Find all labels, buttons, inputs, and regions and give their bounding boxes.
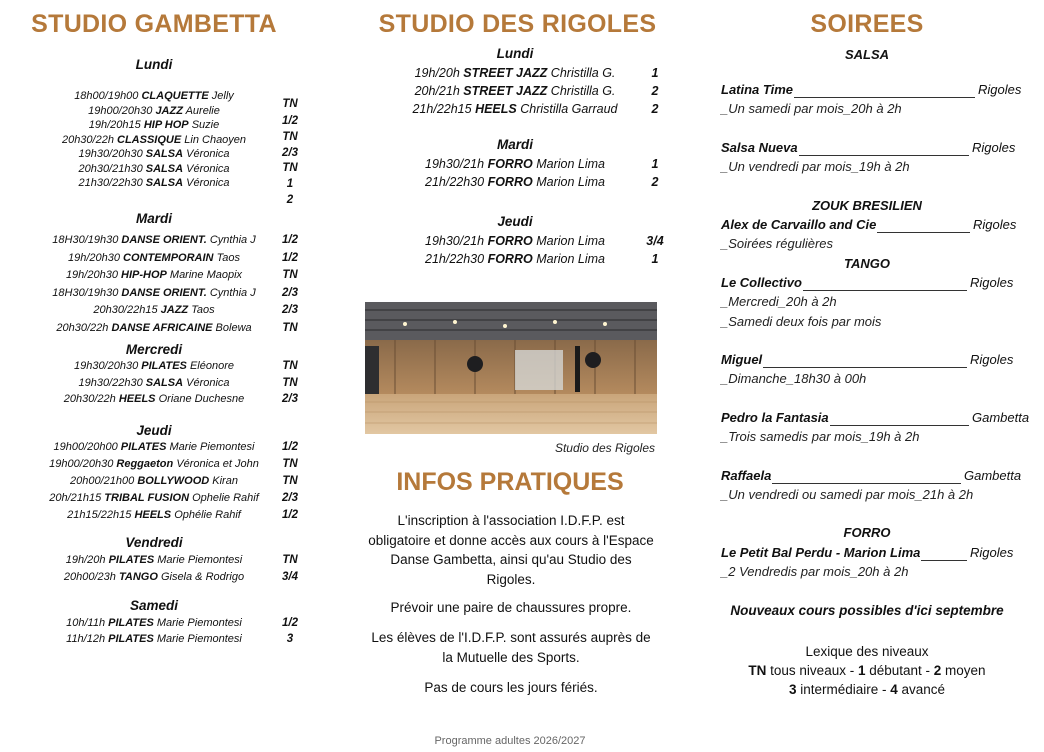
day-heading: Lundi — [496, 46, 534, 61]
rigoles-title: STUDIO DES RIGOLES — [378, 10, 657, 38]
lesson-row — [0, 322, 308, 334]
lesson-style: FORRO — [487, 175, 533, 189]
lesson-style: JAZZ — [160, 304, 189, 316]
lesson-time: 19h/20h — [65, 554, 106, 566]
infos-paragraph-chaussures: Prévoir une paire de chaussures propre. — [390, 600, 632, 615]
lesson-time: 19h/20h — [414, 66, 460, 80]
soiree-event — [690, 468, 1044, 508]
lesson-level: TN — [282, 322, 298, 334]
lesson-style: FORRO — [487, 252, 533, 266]
lesson-row — [345, 84, 685, 98]
lesson-style: STREET JAZZ — [463, 84, 548, 98]
soiree-detail: _Soirées régulières — [721, 236, 834, 251]
soiree-name: Raffaela — [721, 468, 772, 483]
lesson-level: TN — [282, 554, 298, 566]
lesson-teacher: Véronica et John — [176, 458, 259, 470]
lesson-level: 1/2 — [282, 617, 298, 629]
lesson-teacher: Véronica — [186, 148, 230, 160]
soiree-underline — [772, 483, 961, 484]
lesson-style: STREET JAZZ — [463, 66, 548, 80]
lesson-time: 21h/22h30 — [425, 175, 485, 189]
lesson-row — [0, 492, 308, 504]
lesson-time: 21h/22h30 — [425, 252, 485, 266]
lesson-row — [0, 509, 308, 521]
lesson-style: HEELS — [475, 102, 517, 116]
lesson-row — [0, 554, 308, 566]
lesson-time: 19h00/20h00 — [53, 441, 118, 453]
lesson-style: PILATES — [108, 617, 154, 629]
lesson-time: 19h/20h30 — [67, 252, 120, 264]
soiree-event — [690, 545, 1044, 585]
soiree-name: Salsa Nueva — [721, 140, 798, 155]
lesson-teacher: Aurelie — [185, 105, 220, 117]
lesson-style: PILATES — [141, 360, 187, 372]
lesson-style: SALSA — [145, 148, 184, 160]
lesson-row — [345, 234, 685, 248]
lesson-style: FORRO — [487, 234, 533, 248]
lesson-teacher: Marie Piemontesi — [169, 441, 255, 453]
lesson-style: DANSE ORIENT. — [121, 234, 207, 246]
lesson-time: 19h30/21h — [425, 234, 485, 248]
lesson-time: 20h30/22h — [63, 393, 116, 405]
forro-heading: FORRO — [843, 525, 891, 540]
lesson-row — [0, 393, 308, 405]
lesson-level: 2 — [286, 194, 294, 206]
lesson-row — [0, 617, 308, 629]
lesson-time: 20h00/23h — [63, 571, 116, 583]
lesson-style: CLASSIQUE — [117, 134, 182, 146]
lesson-style: SALSA — [145, 377, 184, 389]
soiree-location: Rigoles — [972, 140, 1016, 155]
lesson-level: TN — [282, 131, 298, 143]
lexicon-title: Lexique des niveaux — [805, 644, 929, 659]
lesson-level: 1 — [651, 252, 659, 266]
lesson-time: 11h/12h — [66, 633, 106, 645]
lesson-time: 21h30/22h30 — [78, 177, 143, 189]
lesson-level: TN — [282, 458, 298, 470]
lesson-row — [0, 269, 308, 281]
soiree-name: Le Petit Bal Perdu - Marion Lima — [721, 545, 921, 560]
soiree-event — [690, 140, 1044, 180]
lesson-row — [0, 571, 308, 583]
lesson-style: HEELS — [118, 393, 156, 405]
lesson-style: HIP-HOP — [121, 269, 167, 281]
lesson-row — [0, 148, 308, 160]
lesson-level: TN — [282, 269, 298, 281]
lesson-teacher: Lin Chaoyen — [184, 134, 247, 146]
soiree-location: Gambetta — [964, 468, 1022, 483]
soiree-detail: _Un vendredi par mois_19h à 2h — [721, 159, 910, 174]
lesson-level: 1/2 — [282, 115, 298, 127]
lesson-row — [345, 252, 685, 266]
day-heading: Mardi — [496, 137, 533, 152]
lexicon-1: 1 — [857, 663, 866, 678]
soiree-detail-2: _Samedi deux fois par mois — [721, 314, 882, 329]
lexicon-3-label: intermédiaire - — [796, 682, 891, 697]
zouk-heading: ZOUK BRESILIEN — [812, 198, 922, 213]
lesson-row — [0, 458, 308, 470]
lesson-teacher: Véronica — [186, 177, 230, 189]
lesson-teacher: Christilla G. — [550, 66, 616, 80]
soiree-detail: _Dimanche_18h30 à 00h — [721, 371, 867, 386]
day-heading: Samedi — [129, 598, 179, 613]
lesson-row — [345, 102, 685, 116]
lesson-teacher: Marie Piemontesi — [156, 617, 242, 629]
lesson-style: PILATES — [108, 633, 154, 645]
day-heading: Mercredi — [125, 342, 183, 357]
lesson-row — [0, 177, 308, 189]
lesson-teacher: Ophélie Rahif — [174, 509, 241, 521]
lesson-time: 20h30/22h — [56, 322, 109, 334]
lesson-style: JAZZ — [155, 105, 183, 117]
new-courses-note: Nouveaux cours possibles d'ici septembre — [730, 603, 1004, 618]
lesson-style: DANSE ORIENT. — [121, 287, 207, 299]
lesson-teacher: Eléonore — [189, 360, 235, 372]
lesson-time: 19h00/20h30 — [88, 105, 153, 117]
lesson-teacher: Marion Lima — [536, 252, 605, 266]
lesson-level: 3 — [286, 633, 294, 645]
lesson-level: 1 — [286, 178, 294, 190]
lesson-teacher: Marion Lima — [536, 157, 605, 171]
lexicon-1-label: débutant - — [865, 663, 934, 678]
tango-heading: TANGO — [844, 256, 890, 271]
lesson-teacher: Marie Piemontesi — [156, 633, 242, 645]
lesson-row — [345, 175, 685, 189]
soiree-underline — [794, 97, 975, 98]
lesson-row — [0, 304, 308, 316]
lesson-teacher: Marine Maopix — [169, 269, 243, 281]
soiree-location: Rigoles — [973, 217, 1017, 232]
lesson-time: 18H30/19h30 — [52, 287, 119, 299]
lesson-style: CONTEMPORAIN — [123, 252, 214, 264]
lesson-teacher: Oriane Duchesne — [158, 393, 245, 405]
soiree-underline — [921, 560, 967, 561]
day-heading: Jeudi — [136, 423, 172, 438]
soiree-underline — [799, 155, 969, 156]
level-lexicon — [690, 642, 1044, 699]
lexicon-tn: TN — [748, 663, 767, 678]
lesson-time: 19h/20h30 — [65, 269, 118, 281]
soiree-name: Latina Time — [721, 82, 794, 97]
lesson-time: 20h00/21h00 — [70, 475, 135, 487]
soiree-event — [690, 410, 1044, 450]
lesson-row — [0, 90, 308, 102]
soiree-location: Rigoles — [970, 545, 1014, 560]
soiree-location: Rigoles — [970, 275, 1014, 290]
day-heading: Mardi — [135, 211, 172, 226]
lexicon-line-1 — [690, 661, 1044, 680]
lesson-teacher: Kiran — [212, 475, 238, 487]
lesson-row — [0, 441, 308, 453]
lesson-time: 19h30/20h30 — [73, 360, 139, 372]
lesson-time: 19h/20h15 — [88, 119, 141, 131]
lesson-teacher: Taos — [191, 304, 215, 316]
salsa-heading: SALSA — [844, 47, 890, 62]
lesson-teacher: Suzie — [191, 119, 220, 131]
lesson-level: TN — [282, 162, 298, 174]
lesson-teacher: Cynthia J — [209, 287, 256, 299]
soiree-detail: _Un samedi par mois_20h à 2h — [721, 101, 902, 116]
lesson-time: 19h30/21h — [425, 157, 485, 171]
lesson-level: 2/3 — [282, 393, 298, 405]
lesson-style: HEELS — [134, 509, 172, 521]
lesson-row — [0, 234, 308, 246]
lesson-level: 1/2 — [282, 441, 298, 453]
lesson-level: 1/2 — [282, 234, 298, 246]
soiree-underline — [877, 232, 970, 233]
lesson-teacher: Christilla G. — [550, 84, 616, 98]
lesson-teacher: Jelly — [211, 90, 234, 102]
lesson-level: TN — [282, 475, 298, 487]
lesson-teacher: Taos — [216, 252, 241, 264]
lesson-level: 3/4 — [282, 571, 298, 583]
lesson-style: TANGO — [118, 571, 158, 583]
lesson-row — [0, 475, 308, 487]
soiree-underline — [763, 367, 967, 368]
lesson-row — [0, 134, 308, 146]
gambetta-title: STUDIO GAMBETTA — [31, 10, 277, 38]
lesson-row — [0, 633, 308, 645]
soiree-event — [690, 217, 1044, 257]
lesson-style: DANSE AFRICAINE — [111, 322, 213, 334]
lesson-level: 2 — [651, 84, 659, 98]
lesson-row — [0, 119, 308, 131]
lexicon-tn-label: tous niveaux - — [766, 663, 858, 678]
lesson-level: 2/3 — [282, 304, 298, 316]
soiree-name: Pedro la Fantasia — [721, 410, 829, 425]
lesson-time: 18h00/19h00 — [74, 90, 139, 102]
lesson-teacher: Gisela & Rodrigo — [160, 571, 245, 583]
infos-paragraph-inscription: L'inscription à l'association I.D.F.P. est obligatoire et donne accès aux cours à l'Espace Danse Gambetta, ainsi qu'au Studio des Rigoles. — [368, 513, 654, 587]
lesson-row — [0, 377, 308, 389]
lesson-time: 21h15/22h15 — [67, 509, 132, 521]
lesson-time: 19h00/20h30 — [49, 458, 114, 470]
lesson-time: 20h30/22h — [61, 134, 114, 146]
soiree-detail: _Trois samedis par mois_19h à 2h — [721, 429, 920, 444]
lesson-time: 21h/22h15 — [412, 102, 472, 116]
lexicon-4-label: avancé — [897, 682, 946, 697]
soiree-detail: _2 Vendredis par mois_20h à 2h — [721, 564, 909, 579]
lesson-row — [345, 157, 685, 171]
lesson-style: HIP HOP — [143, 119, 189, 131]
lesson-time: 20h/21h — [414, 84, 460, 98]
soiree-location: Gambetta — [972, 410, 1030, 425]
lexicon-4: 4 — [890, 682, 898, 697]
lesson-teacher: Bolewa — [215, 322, 252, 334]
lesson-level: 2/3 — [282, 147, 298, 159]
lesson-level: TN — [282, 98, 298, 110]
lesson-level: 2 — [651, 102, 659, 116]
soiree-event — [690, 352, 1044, 392]
lexicon-2-label: moyen — [941, 663, 986, 678]
lesson-style: SALSA — [145, 177, 184, 189]
lesson-teacher: Christilla Garraud — [520, 102, 618, 116]
day-heading: Lundi — [135, 57, 173, 72]
lexicon-2: 2 — [933, 663, 942, 678]
infos-paragraph-assurance: Les élèves de l'I.D.F.P. sont assurés auprès de la Mutuelle des Sports. — [371, 630, 651, 665]
lexicon-line-2 — [690, 680, 1044, 699]
lesson-time: 18H30/19h30 — [52, 234, 119, 246]
lesson-level: 2 — [651, 175, 659, 189]
lesson-style: PILATES — [108, 554, 155, 566]
soiree-event — [690, 275, 1044, 329]
studio-photo — [365, 302, 657, 434]
lesson-level: 1/2 — [282, 252, 298, 264]
soiree-detail: _Un vendredi ou samedi par mois_21h à 2h — [721, 487, 974, 502]
lesson-row — [345, 66, 685, 80]
day-heading: Vendredi — [125, 535, 183, 550]
soirees-title: SOIREES — [810, 10, 924, 38]
lesson-level: 2/3 — [282, 492, 298, 504]
lesson-level: 1/2 — [282, 509, 298, 521]
lesson-level: 2/3 — [282, 287, 298, 299]
soiree-underline — [803, 290, 967, 291]
soiree-name: Alex de Carvaillo and Cie — [721, 217, 877, 232]
soiree-name: Miguel — [721, 352, 763, 367]
lesson-style: SALSA — [145, 163, 184, 175]
lesson-time: 10h/11h — [66, 617, 106, 629]
lesson-teacher: Marion Lima — [536, 175, 605, 189]
lesson-teacher: Cynthia J — [209, 234, 256, 246]
soiree-name: Le Collectivo — [721, 275, 802, 290]
lesson-row — [0, 360, 308, 372]
lesson-style: PILATES — [120, 441, 167, 453]
lesson-time: 20h30/21h30 — [78, 163, 143, 175]
lesson-time: 20h30/22h15 — [93, 304, 158, 316]
lesson-level: 1 — [651, 66, 659, 80]
lesson-teacher: Marie Piemontesi — [157, 554, 243, 566]
lesson-row — [0, 252, 308, 264]
studio-photo-image — [365, 302, 657, 434]
lesson-teacher: Ophelie Rahif — [192, 492, 259, 504]
lesson-level: 1 — [651, 157, 659, 171]
lesson-row — [0, 287, 308, 299]
infos-title: INFOS PRATIQUES — [396, 468, 624, 496]
soiree-underline — [830, 425, 969, 426]
soiree-location: Rigoles — [978, 82, 1022, 97]
lesson-teacher: Véronica — [186, 377, 230, 389]
lesson-level: TN — [282, 360, 298, 372]
lesson-style: CLAQUETTE — [141, 90, 209, 102]
lesson-time: 19h30/20h30 — [78, 148, 143, 160]
infos-paragraph-feries: Pas de cours les jours fériés. — [424, 680, 598, 695]
lesson-style: BOLLYWOOD — [137, 475, 210, 487]
lesson-row — [0, 163, 308, 175]
lesson-level: 3/4 — [646, 234, 664, 248]
soiree-detail: _Mercredi_20h à 2h — [721, 294, 837, 309]
lesson-style: TRIBAL FUSION — [104, 492, 190, 504]
lesson-style: Reggaeton — [116, 458, 174, 470]
lesson-time: 20h/21h15 — [49, 492, 102, 504]
soiree-event — [690, 82, 1044, 122]
soiree-location: Rigoles — [970, 352, 1014, 367]
lesson-level: TN — [282, 377, 298, 389]
lesson-row — [0, 105, 308, 117]
lesson-teacher: Marion Lima — [536, 234, 605, 248]
footer-program: Programme adultes 2026/2027 — [434, 735, 586, 747]
lesson-style: FORRO — [487, 157, 533, 171]
photo-caption: Studio des Rigoles — [554, 441, 655, 455]
lexicon-3: 3 — [788, 682, 797, 697]
lesson-time: 19h30/22h30 — [78, 377, 143, 389]
lesson-teacher: Véronica — [186, 163, 230, 175]
day-heading: Jeudi — [497, 214, 533, 229]
